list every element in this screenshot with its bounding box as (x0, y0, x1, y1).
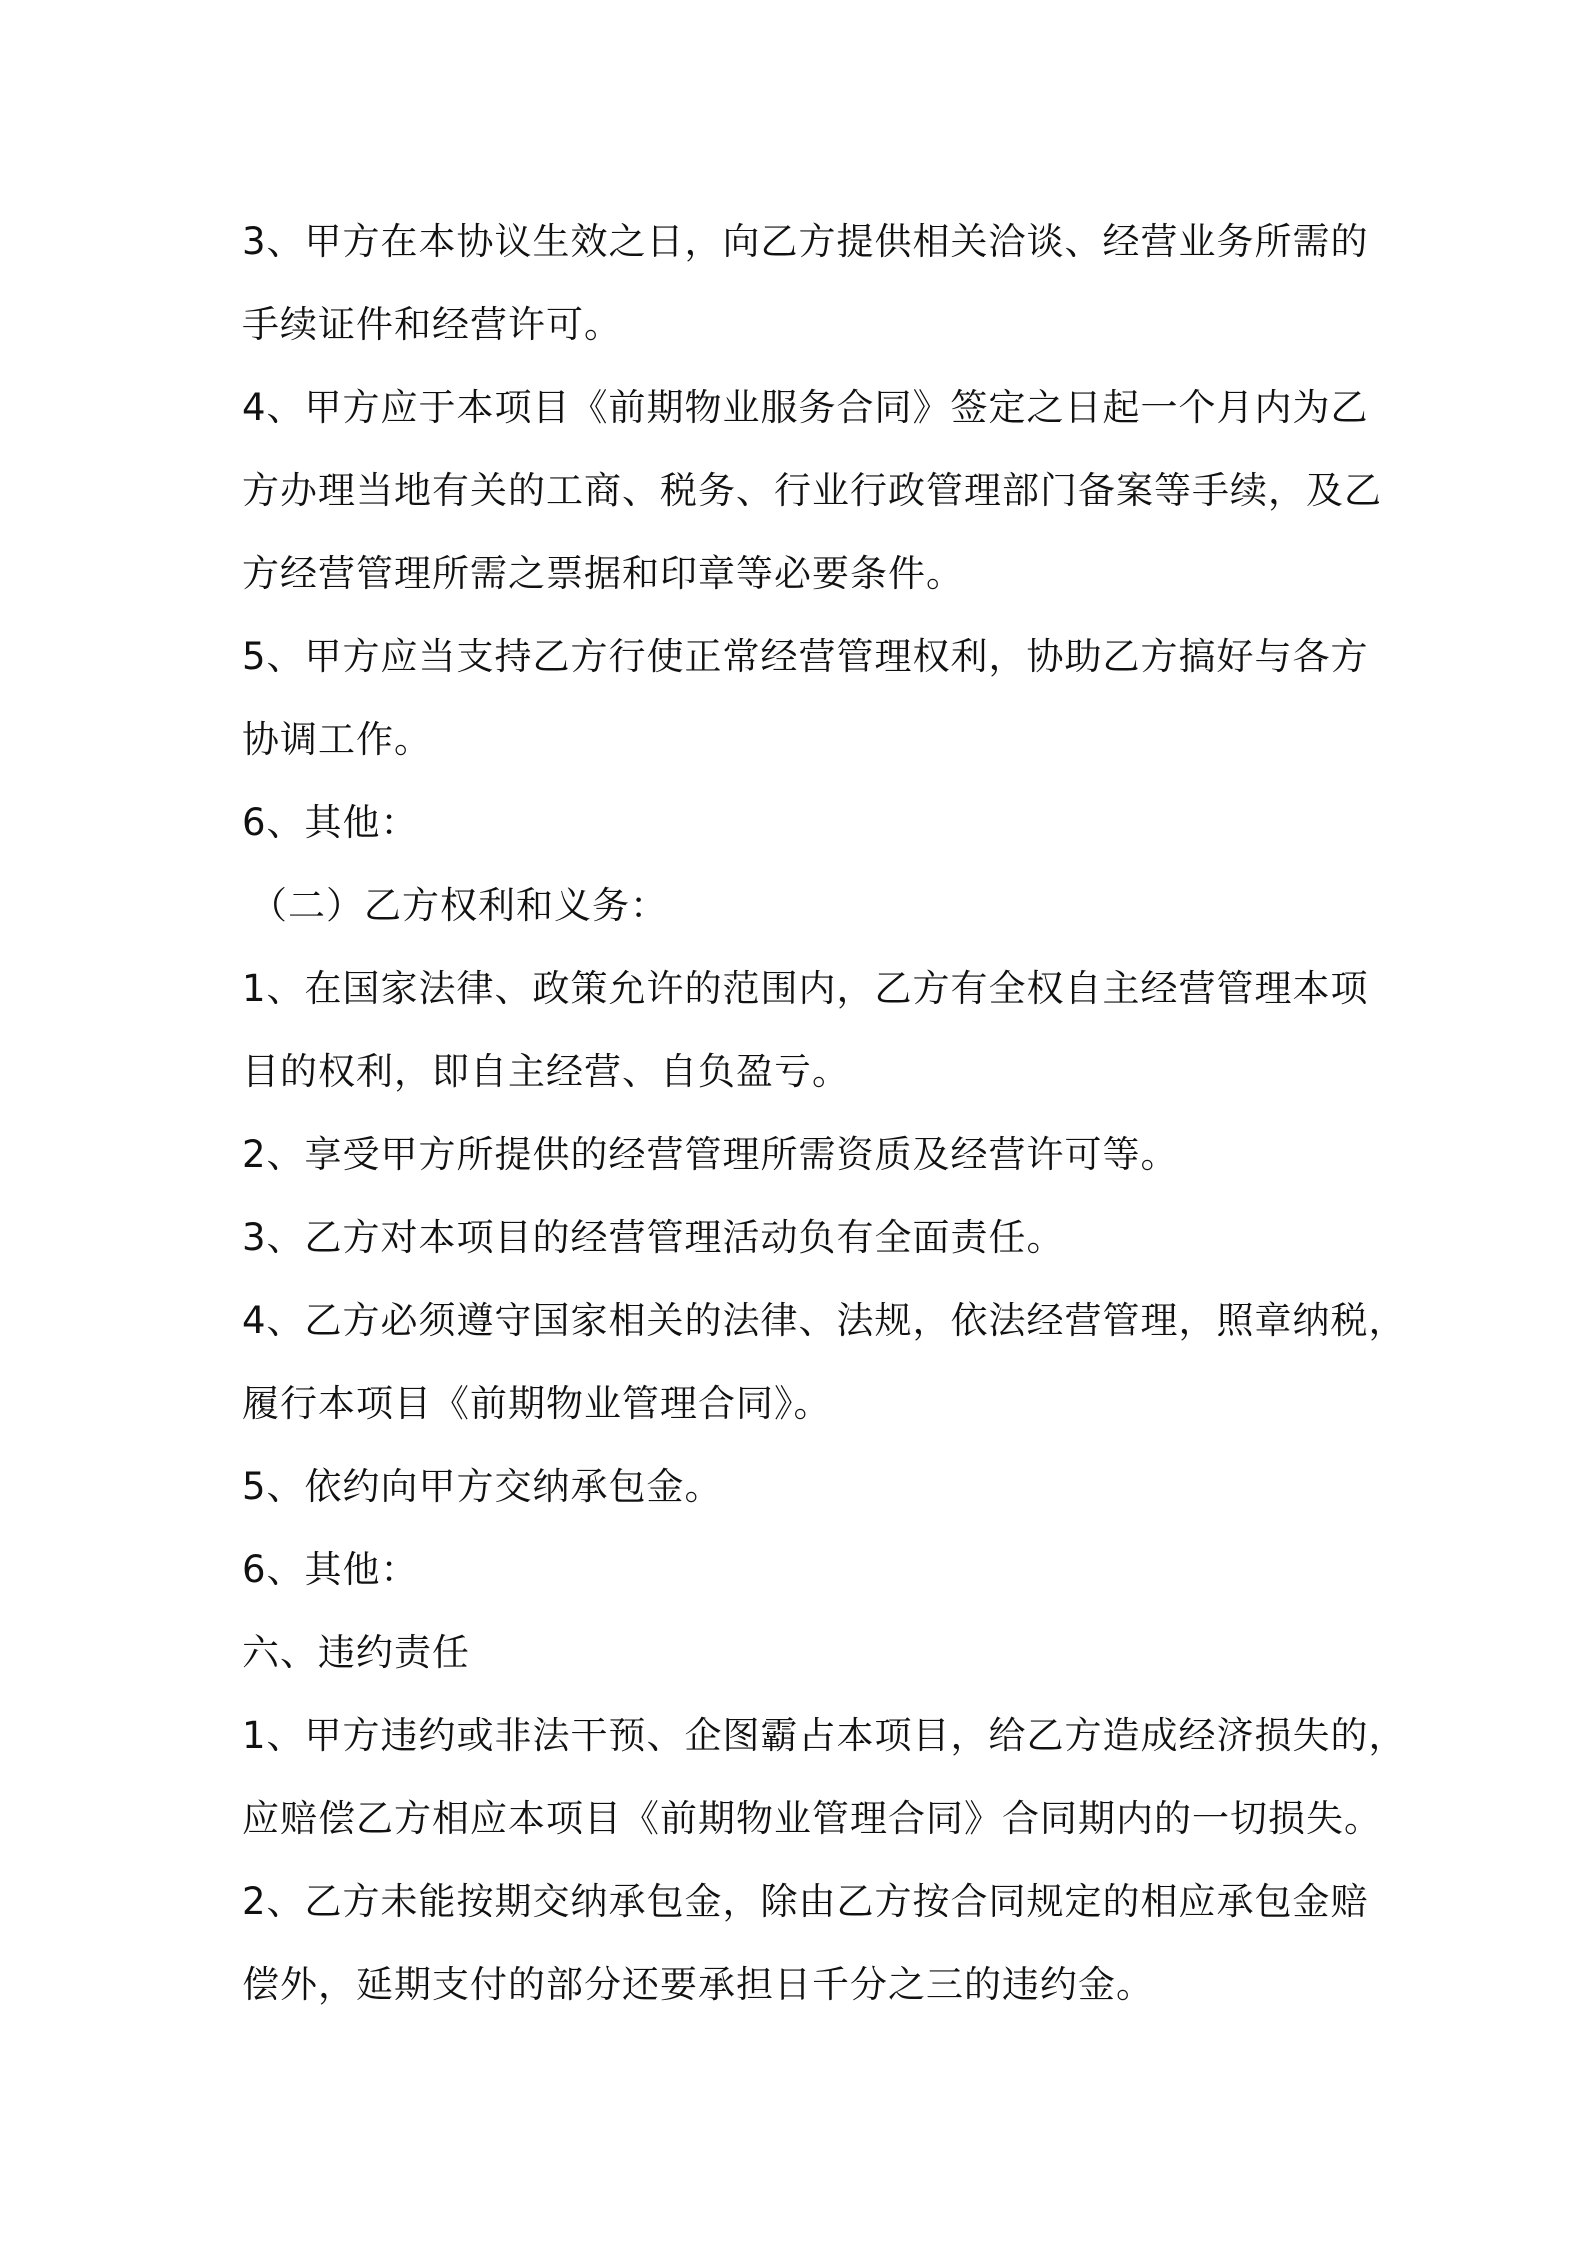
text-line: 手续证件和经营许可。 (242, 303, 622, 346)
text-line: 3、甲方在本协议生效之日，向乙方提供相关洽谈、经营业务所需的 (242, 220, 1369, 263)
text-line: 6、其他： (242, 1548, 419, 1591)
text-line: 偿外，延期支付的部分还要承担日千分之三的违约金。 (242, 1963, 1154, 2006)
text-line: 1、甲方违约或非法干预、企图霸占本项目，给乙方造成经济损失的， (242, 1714, 1407, 1757)
text-line: 应赔偿乙方相应本项目《前期物业管理合同》合同期内的一切损失。 (242, 1797, 1382, 1840)
text-line: 4、乙方必须遵守国家相关的法律、法规，依法经营管理，照章纳税， (242, 1299, 1407, 1342)
text-line: 5、依约向甲方交纳承包金。 (242, 1465, 723, 1508)
text-line: 2、乙方未能按期交纳承包金，除由乙方按合同规定的相应承包金赔 (242, 1880, 1369, 1923)
text-line: 5、甲方应当支持乙方行使正常经营管理权利，协助乙方搞好与各方 (242, 635, 1369, 678)
text-line: 1、在国家法律、政策允许的范围内，乙方有全权自主经营管理本项 (242, 967, 1369, 1010)
section-heading: （二）乙方权利和义务： (250, 884, 668, 927)
text-line: 方经营管理所需之票据和印章等必要条件。 (242, 552, 964, 595)
text-line: 协调工作。 (242, 718, 432, 761)
text-line: 方办理当地有关的工商、税务、行业行政管理部门备案等手续，及乙 (242, 469, 1382, 512)
text-line: 2、享受甲方所提供的经营管理所需资质及经营许可等。 (242, 1133, 1179, 1176)
document-body (242, 200, 1407, 2026)
text-line: 6、其他： (242, 801, 419, 844)
text-line: 履行本项目《前期物业管理合同》。 (242, 1382, 832, 1425)
text-line: 目的权利，即自主经营、自负盈亏。 (242, 1050, 850, 1093)
text-line: 4、甲方应于本项目《前期物业服务合同》签定之日起一个月内为乙 (242, 386, 1369, 429)
section-heading: 六、违约责任 (242, 1631, 470, 1674)
text-line: 3、乙方对本项目的经营管理活动负有全面责任。 (242, 1216, 1065, 1259)
